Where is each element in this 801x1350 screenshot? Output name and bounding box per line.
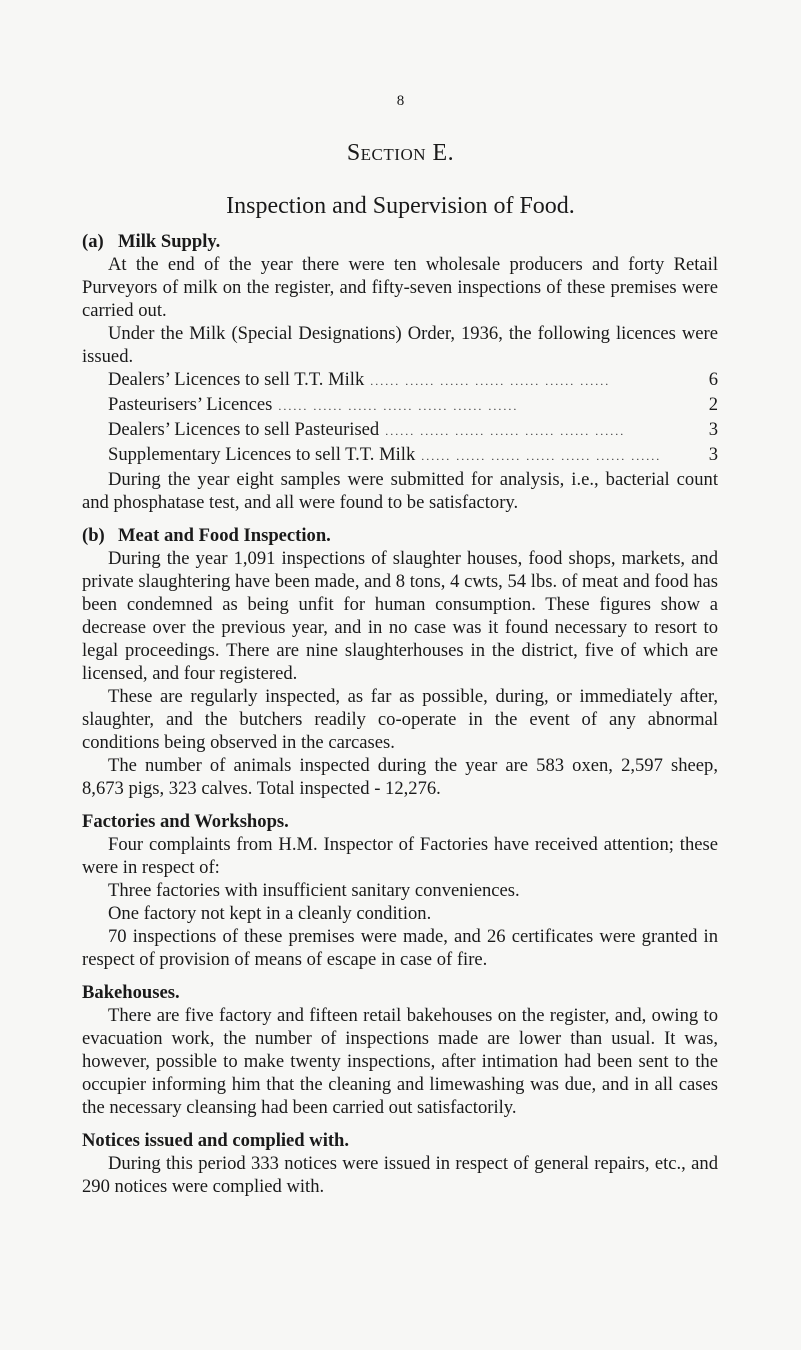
licence-row	[82, 393, 718, 418]
notices-heading: Notices issued and complied with.	[82, 1130, 350, 1151]
licence-label: Pasteurisers’ Licences	[108, 394, 273, 415]
leader-dots: ...... ...... ...... ...... ...... ...... ......	[421, 449, 662, 463]
section-title-text: Section E.	[346, 140, 455, 166]
milk-paragraph-1: At the end of the year there were ten wholesale producers and forty Retail Purveyors of milk on the register, and fifty-seven inspections of these premises were carried out.	[82, 254, 718, 321]
milk-heading	[82, 230, 718, 253]
milk-paragraph-3: During the year eight samples were submitted for analysis, i.e., bacterial count and phosphatase test, and all were found to be satisfactory.	[82, 469, 718, 513]
factories-paragraph-2: 70 inspections of these premises were made, and 26 certificates were granted in respect of provision of means of escape in case of fire.	[82, 926, 718, 970]
licence-row	[82, 443, 718, 468]
factories-item-1: Three factories with insufficient sanitary conveniences.	[108, 880, 520, 901]
milk-heading-text: Milk Supply.	[118, 231, 221, 252]
leader-dots: ...... ...... ...... ...... ...... ...... ......	[278, 399, 519, 413]
leader-dots: ...... ...... ...... ...... ...... ...... ......	[370, 374, 611, 388]
licence-value: 3	[708, 419, 718, 440]
licence-label: Dealers’ Licences to sell T.T. Milk	[108, 369, 365, 390]
meat-heading-text: Meat and Food Inspection.	[118, 525, 331, 546]
meat-paragraph-3: The number of animals inspected during the year are 583 oxen, 2,597 sheep, 8,673 pigs, 323 calves. Total inspected - 12,276.	[82, 755, 718, 799]
licence-value: 3	[708, 444, 718, 465]
notices-paragraph-1: During this period 333 notices were issued in respect of general repairs, etc., and 290 notices were complied with.	[82, 1153, 718, 1197]
meat-heading	[82, 524, 718, 547]
factories-item-2: One factory not kept in a cleanly condition.	[108, 903, 432, 924]
licence-row	[82, 368, 718, 393]
bakehouses-paragraph-1: There are five factory and fifteen retail bakehouses on the register, and, owing to evacuation work, the number of inspections made are lower than usual. It was, however, possible to make twenty inspections, after intimation had been sent to the occupier informing him that the cleaning and limewashing was due, and in all cases the necessary cleansing had been carried out satisfactorily.	[82, 1005, 718, 1118]
licence-label: Supplementary Licences to sell T.T. Milk	[108, 444, 416, 465]
licence-value: 6	[708, 369, 718, 390]
licence-row	[82, 418, 718, 443]
meat-tag: (b)	[82, 525, 105, 546]
meat-paragraph-2: These are regularly inspected, as far as possible, during, or immediately after, slaughter, and the butchers readily co-operate in the event of any abnormal conditions being observed in the carcases.	[82, 686, 718, 753]
leader-dots: ...... ...... ...... ...... ...... ...... ......	[385, 424, 626, 438]
factories-paragraph-1: Four complaints from H.M. Inspector of Factories have received attention; these were in respect of:	[82, 834, 718, 878]
licence-label: Dealers’ Licences to sell Pasteurised	[108, 419, 380, 440]
licence-value: 2	[708, 394, 718, 415]
document-body	[82, 230, 718, 1198]
meat-paragraph-1: During the year 1,091 inspections of slaughter houses, food shops, markets, and private slaughtering have been made, and 8 tons, 4 cwts, 54 lbs. of meat and food has been condemned as being unfit for human consumption. These figures show a decrease over the previous year, and in no case was it found necessary to resort to legal proceedings. There are nine slaughterhouses in the district, five of which are licensed, and four registered.	[82, 548, 718, 684]
bakehouses-heading: Bakehouses.	[82, 982, 180, 1003]
milk-paragraph-2: Under the Milk (Special Designations) Order, 1936, the following licences were issued.	[82, 323, 718, 367]
section-title	[0, 140, 801, 167]
page-number: 8	[396, 93, 405, 109]
document-title: Inspection and Supervision of Food.	[226, 193, 575, 219]
milk-tag: (a)	[82, 231, 104, 252]
factories-heading: Factories and Workshops.	[82, 811, 289, 832]
